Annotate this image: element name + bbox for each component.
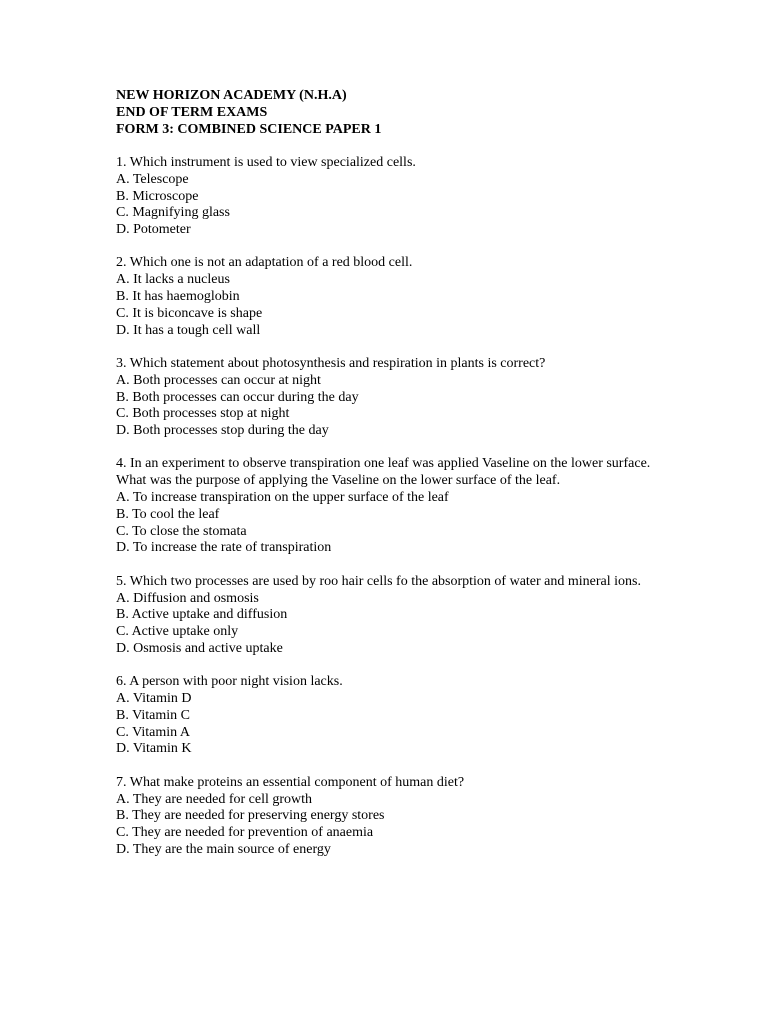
option-c: C. Active uptake only — [116, 624, 239, 640]
option-a: A. Vitamin D — [116, 691, 192, 707]
question-5 — [116, 574, 656, 658]
exam-title: END OF TERM EXAMS — [116, 105, 268, 120]
option-c: C. To close the stomata — [116, 523, 247, 539]
question-text: 1. Which instrument is used to view specialized cells. — [116, 155, 416, 170]
option-a: A. It lacks a nucleus — [116, 272, 230, 288]
question-text: 6. A person with poor night vision lacks. — [116, 674, 343, 690]
option-b: B. Active uptake and diffusion — [116, 607, 288, 623]
exam-page — [116, 87, 656, 875]
option-d: D. It has a tough cell wall — [116, 322, 261, 338]
question-text: 4. In an experiment to observe transpiration one leaf was applied Vaseline on the lower surface. What was the purpose of applying the Vaseline on the lower surface of the leaf. — [116, 456, 651, 489]
option-a: A. They are needed for cell growth — [116, 791, 313, 807]
option-d: D. To increase the rate of transpiration — [116, 540, 332, 556]
question-2 — [116, 255, 656, 339]
question-3 — [116, 356, 656, 440]
question-7 — [116, 775, 656, 859]
option-c: C. Both processes stop at night — [116, 406, 290, 422]
school-name: NEW HORIZON ACADEMY (N.H.A) — [116, 88, 347, 103]
option-b: B. It has haemoglobin — [116, 289, 240, 305]
option-c: C. Magnifying glass — [116, 205, 230, 221]
question-1 — [116, 155, 656, 239]
question-text: 7. What make proteins an essential component of human diet? — [116, 774, 465, 790]
option-a: A. Telescope — [116, 171, 189, 187]
question-list — [116, 155, 656, 859]
question-text: 2. Which one is not an adaptation of a red blood cell. — [116, 255, 413, 271]
option-c: C. Vitamin A — [116, 724, 190, 740]
option-d: D. Both processes stop during the day — [116, 423, 329, 439]
option-a: A. Both processes can occur at night — [116, 372, 321, 388]
option-d: D. Potometer — [116, 222, 191, 238]
paper-title: FORM 3: COMBINED SCIENCE PAPER 1 — [116, 122, 382, 137]
question-text: 5. Which two processes are used by roo hair cells fo the absorption of water and mineral ions. — [116, 573, 641, 589]
exam-header — [116, 87, 656, 138]
option-a: A. To increase transpiration on the upper surface of the leaf — [116, 490, 449, 506]
option-a: A. Diffusion and osmosis — [116, 590, 259, 606]
question-4 — [116, 456, 656, 557]
option-b: B. Both processes can occur during the day — [116, 389, 359, 405]
option-b: B. Vitamin C — [116, 707, 190, 723]
option-c: C. They are needed for prevention of anaemia — [116, 825, 374, 841]
option-b: B. They are needed for preserving energy stores — [116, 808, 385, 824]
option-b: B. To cool the leaf — [116, 506, 220, 522]
question-text: 3. Which statement about photosynthesis and respiration in plants is correct? — [116, 355, 546, 371]
option-c: C. It is biconcave is shape — [116, 305, 263, 321]
option-d: D. Osmosis and active uptake — [116, 640, 283, 656]
option-d: D. They are the main source of energy — [116, 841, 331, 857]
option-d: D. Vitamin K — [116, 741, 192, 757]
question-6 — [116, 674, 656, 758]
option-b: B. Microscope — [116, 188, 199, 204]
